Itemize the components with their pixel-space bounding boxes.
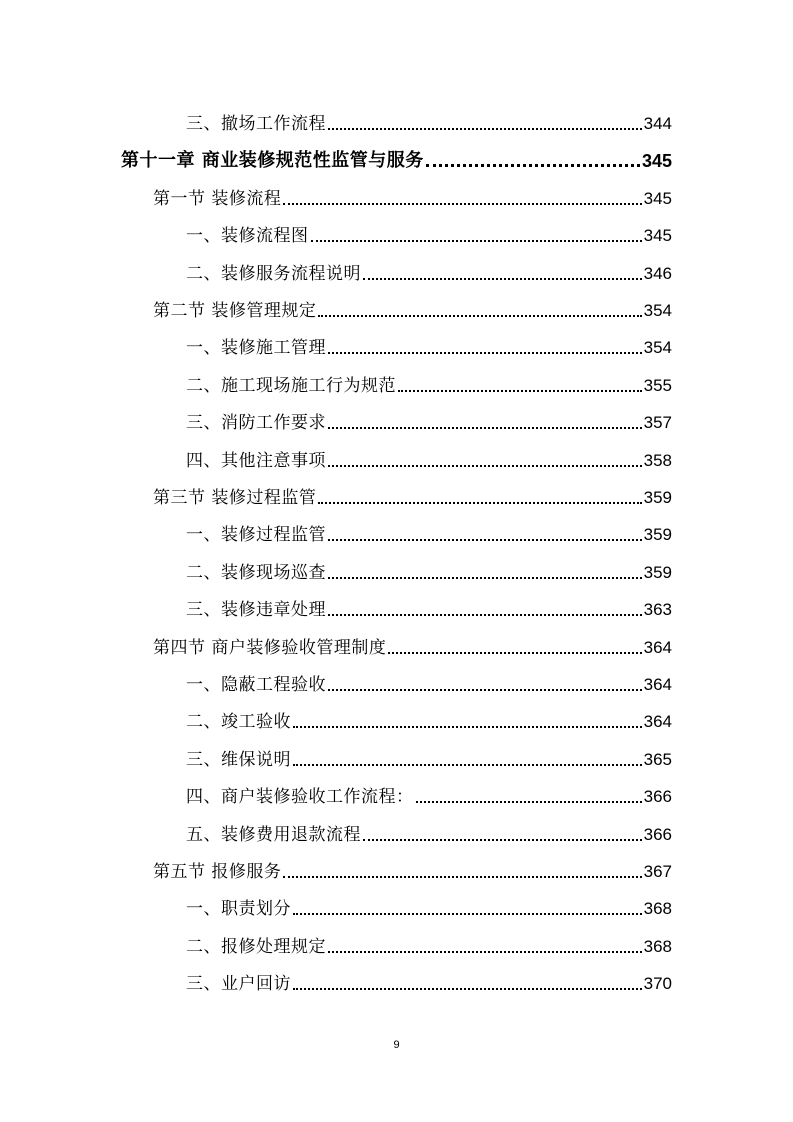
toc-entry-title: 三、消防工作要求: [186, 413, 326, 433]
toc-entry[interactable]: [186, 218, 672, 248]
toc-entry[interactable]: [121, 143, 672, 173]
toc-entry-page: 345: [643, 189, 672, 208]
toc-entry-page: 346: [643, 264, 672, 283]
toc-dot-leader: [311, 240, 642, 242]
toc-entry[interactable]: [186, 517, 672, 547]
toc-entry-title: 第三节 装修过程监管: [153, 488, 317, 508]
toc-entry-title: 第十一章 商业装修规范性监管与服务: [121, 150, 424, 171]
toc-dot-leader: [318, 315, 641, 317]
toc-dot-leader: [328, 352, 642, 354]
toc-entry[interactable]: [186, 966, 672, 996]
toc-dot-leader: [293, 988, 642, 990]
toc-entry-title: 二、施工现场施工行为规范: [186, 376, 396, 396]
toc-entry[interactable]: [186, 368, 672, 398]
toc-entry[interactable]: [186, 667, 672, 697]
toc-entry-page: 364: [643, 638, 672, 657]
toc-entry[interactable]: [186, 779, 672, 809]
toc-dot-leader: [426, 164, 640, 167]
toc-entry-title: 一、装修流程图: [186, 226, 309, 246]
toc-entry-page: 357: [643, 413, 672, 432]
toc-entry-page: 344: [643, 114, 672, 133]
toc-entry[interactable]: [153, 630, 672, 660]
toc-dot-leader: [328, 577, 642, 579]
toc-entry-title: 三、装修违章处理: [186, 600, 326, 620]
toc-entry-title: 五、装修费用退款流程: [186, 825, 361, 845]
toc-entry[interactable]: [186, 817, 672, 847]
toc-entry-page: 365: [643, 750, 672, 769]
toc-entry-page: 354: [643, 338, 672, 357]
toc-entry-title: 四、商户装修验收工作流程：: [186, 787, 414, 807]
toc-entry-title: 一、装修过程监管: [186, 525, 326, 545]
toc-entry[interactable]: [186, 704, 672, 734]
toc-entry-title: 第五节 报修服务: [153, 862, 282, 882]
toc-entry-page: 355: [643, 376, 672, 395]
toc-entry-title: 三、维保说明: [186, 750, 291, 770]
toc-entry-title: 一、隐蔽工程验收: [186, 675, 326, 695]
toc-entry-title: 二、竣工验收: [186, 712, 291, 732]
toc-entry[interactable]: [153, 293, 672, 323]
toc-entry[interactable]: [153, 181, 672, 211]
toc-dot-leader: [328, 128, 642, 130]
toc-dot-leader: [283, 876, 641, 878]
toc-dot-leader: [328, 689, 642, 691]
toc-entry[interactable]: [186, 742, 672, 772]
toc-dot-leader: [388, 652, 641, 654]
toc-entry-page: 345: [641, 151, 672, 171]
toc-dot-leader: [328, 951, 642, 953]
toc-entry-page: 368: [643, 937, 672, 956]
toc-dot-leader: [328, 427, 642, 429]
toc-entry-title: 第一节 装修流程: [153, 189, 282, 209]
toc-entry-page: 345: [643, 226, 672, 245]
toc-dot-leader: [293, 726, 642, 728]
toc-entry[interactable]: [186, 405, 672, 435]
toc-entry-title: 三、业户回访: [186, 974, 291, 994]
toc-entry-title: 第四节 商户装修验收管理制度: [153, 638, 387, 658]
toc-dot-leader: [363, 839, 642, 841]
toc-entry-page: 367: [643, 862, 672, 881]
toc-entry-page: 368: [643, 899, 672, 918]
toc-entry-title: 二、装修服务流程说明: [186, 264, 361, 284]
toc-entry-page: 370: [643, 974, 672, 993]
toc-entry[interactable]: [186, 256, 672, 286]
toc-entry-title: 一、职责划分: [186, 899, 291, 919]
toc-entry-page: 366: [643, 825, 672, 844]
toc-entry[interactable]: [186, 330, 672, 360]
toc-entry[interactable]: [186, 443, 672, 473]
toc-entry-title: 二、装修现场巡查: [186, 563, 326, 583]
toc-entry-page: 366: [643, 787, 672, 806]
toc-dot-leader: [398, 390, 642, 392]
toc-entry-title: 二、报修处理规定: [186, 937, 326, 957]
toc-dot-leader: [328, 539, 642, 541]
toc-entry[interactable]: [186, 592, 672, 622]
toc-dot-leader: [416, 801, 642, 803]
toc-dot-leader: [318, 502, 641, 504]
toc-entry-page: 359: [643, 563, 672, 582]
toc-entry-title: 三、撤场工作流程: [186, 114, 326, 134]
toc-entry-page: 363: [643, 600, 672, 619]
toc-entry-page: 359: [643, 488, 672, 507]
toc-dot-leader: [328, 465, 642, 467]
toc-entry[interactable]: [186, 891, 672, 921]
toc-entry[interactable]: [186, 106, 672, 136]
toc-dot-leader: [363, 278, 642, 280]
toc-entry[interactable]: [153, 480, 672, 510]
toc-entry[interactable]: [186, 929, 672, 959]
page-number: 9: [393, 1039, 400, 1051]
toc-entry[interactable]: [153, 854, 672, 884]
toc-dot-leader: [328, 614, 642, 616]
toc-entry-page: 354: [643, 301, 672, 320]
toc-entry[interactable]: [186, 555, 672, 585]
toc-entry-page: 364: [643, 675, 672, 694]
toc-dot-leader: [293, 764, 642, 766]
toc-entry-page: 359: [643, 525, 672, 544]
toc-entry-title: 第二节 装修管理规定: [153, 301, 317, 321]
toc-entry-page: 364: [643, 712, 672, 731]
toc-dot-leader: [283, 203, 641, 205]
toc-dot-leader: [293, 913, 642, 915]
toc-entry-title: 四、其他注意事项: [186, 451, 326, 471]
toc-entry-title: 一、装修施工管理: [186, 338, 326, 358]
toc-entry-page: 358: [643, 451, 672, 470]
